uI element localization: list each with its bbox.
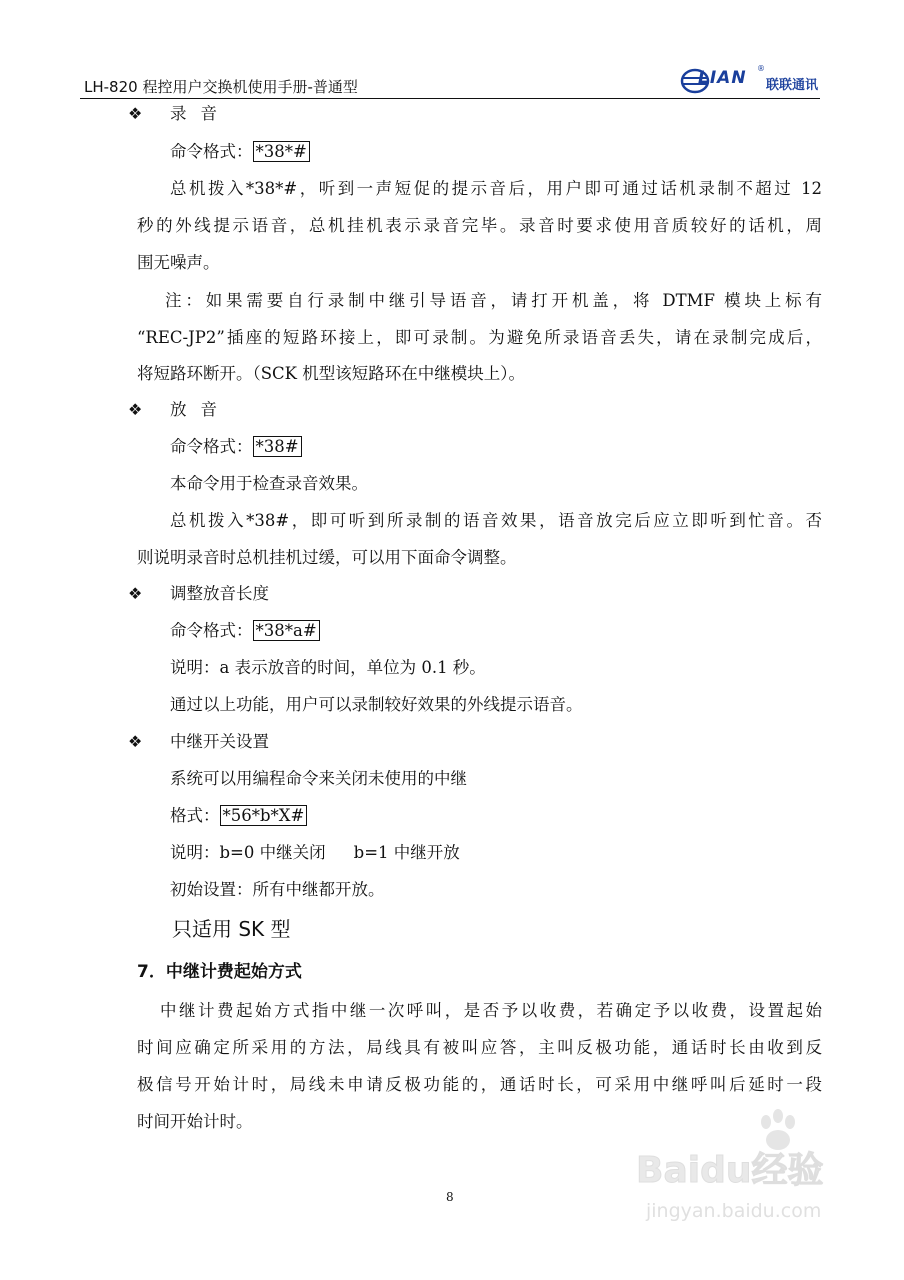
record-note-line-1: 注：如果需要自行录制中继引导语音，请打开机盖，将 DTMF 模块上标有 <box>165 291 822 310</box>
command-label: 格式： <box>170 806 220 825</box>
record-paragraph-line-3: 围无噪声。 <box>137 253 220 272</box>
section-title-adjust: 调整放音长度 <box>170 584 269 603</box>
adjust-command-row <box>170 620 320 642</box>
trunk-applies-note: 只适用 SK 型 <box>172 917 291 941</box>
header-divider <box>80 98 820 99</box>
record-command: *38*# <box>253 141 310 162</box>
diamond-bullet-icon: ❖ <box>128 104 143 123</box>
logo-text: LIAN <box>698 68 747 88</box>
billing-line-2: 时间应确定所采用的方法，局线具有被叫应答，主叫反极功能，通话时长由收到反 <box>137 1038 822 1057</box>
watermark-brand: Baidu经验 <box>636 1150 824 1191</box>
adjust-command: *38*a# <box>253 620 320 641</box>
play-paragraph-1: 本命令用于检查录音效果。 <box>170 474 368 493</box>
page-number: 8 <box>446 1190 454 1204</box>
play-command: *38# <box>253 436 302 457</box>
adjust-description: 说明：a 表示放音的时间，单位为 0.1 秒。 <box>170 658 486 677</box>
trunk-description-off: 说明：b=0 中继关闭 <box>170 843 326 862</box>
diamond-bullet-icon: ❖ <box>128 400 143 419</box>
section-title-trunk: 中继开关设置 <box>170 732 269 751</box>
company-logo <box>680 64 820 96</box>
record-note-line-2: “REC-JP2”插座的短路环接上，即可录制。为避免所录语音丢失，请在录制完成后， <box>137 328 822 347</box>
billing-line-3: 极信号开始计时，局线未申请反极功能的，通话时长，可采用中继呼叫后延时一段 <box>137 1075 822 1094</box>
record-paragraph-line-2: 秒的外线提示语音，总机挂机表示录音完毕。录音时要求使用音质较好的话机，周 <box>137 216 822 235</box>
record-paragraph-line-1: 总机拨入*38*#，听到一声短促的提示音后，用户即可通过话机录制不超过 12 <box>170 179 822 198</box>
section-title-play: 放音 <box>170 400 231 419</box>
section-heading-billing: 7．中继计费起始方式 <box>137 962 302 982</box>
trunk-command: *56*b*X# <box>220 805 308 826</box>
command-label: 命令格式： <box>170 437 253 456</box>
command-label: 命令格式： <box>170 142 253 161</box>
command-label: 命令格式： <box>170 621 253 640</box>
trunk-initial-setting: 初始设置：所有中继都开放。 <box>170 880 385 899</box>
registered-mark: ® <box>757 64 765 73</box>
trunk-description <box>170 842 460 864</box>
trunk-paragraph: 系统可以用编程命令来关闭未使用的中继 <box>170 769 467 788</box>
billing-line-4: 时间开始计时。 <box>137 1112 253 1131</box>
trunk-command-row <box>170 805 307 827</box>
page-header <box>80 62 820 102</box>
diamond-bullet-icon: ❖ <box>128 732 143 751</box>
play-paragraph-2-line-1: 总机拨入*38#，即可听到所录制的语音效果，语音放完后应立即听到忙音。否 <box>170 511 822 530</box>
logo-chinese-text: 联联通讯 <box>766 78 819 93</box>
section-title-record: 录音 <box>170 104 231 123</box>
header-title: LH-820 程控用户交换机使用手册-普通型 <box>84 78 358 96</box>
billing-line-1: 中继计费起始方式指中继一次呼叫，是否予以收费，若确定予以收费，设置起始 <box>160 1001 822 1020</box>
trunk-description-on: b=1 中继开放 <box>353 843 460 862</box>
adjust-paragraph: 通过以上功能，用户可以录制较好效果的外线提示语音。 <box>170 695 583 714</box>
record-command-row <box>170 141 310 163</box>
play-paragraph-2-line-2: 则说明录音时总机挂机过缓，可以用下面命令调整。 <box>137 548 517 567</box>
record-note-line-3: 将短路环断开。（SCK 机型该短路环在中继模块上）。 <box>137 364 525 383</box>
play-command-row <box>170 436 302 458</box>
baidu-watermark <box>636 1130 876 1240</box>
diamond-bullet-icon: ❖ <box>128 584 143 603</box>
watermark-site: jingyan.baidu.com <box>646 1200 822 1222</box>
